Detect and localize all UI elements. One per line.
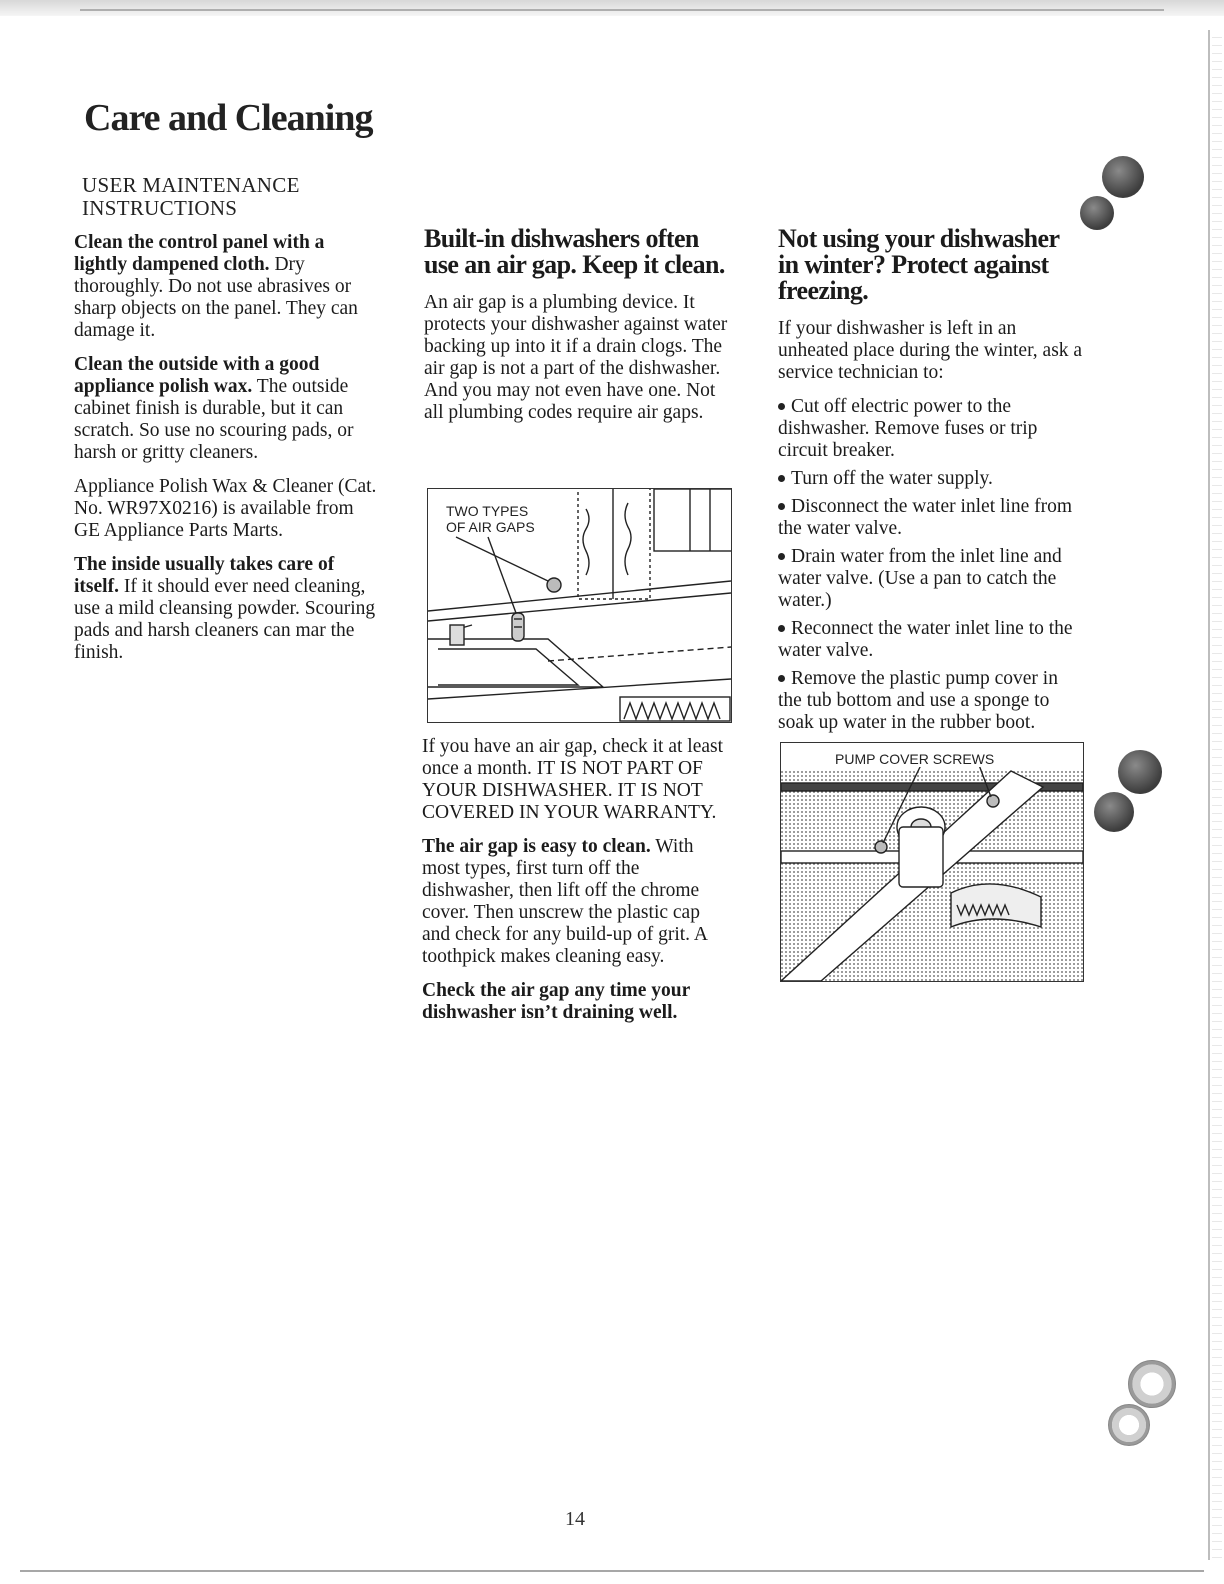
list-item: [778, 468, 1084, 490]
paragraph-lead: The inside usually takes care of itself.: [74, 554, 335, 597]
bullet-icon: [778, 553, 785, 560]
scan-edge-right-noise: [1212, 30, 1222, 1560]
punch-hole-icon: [1080, 196, 1114, 230]
bullet-icon: [778, 503, 785, 510]
paragraph-text: The outside cabinet finish is durable, but it can scratch. So use no scouring pads, or harsh or gritty cleaners.: [74, 376, 354, 463]
list-item: [778, 546, 1084, 612]
paragraph-text: With most types, first turn off the dishwasher, then lift off the chrome cover. Then unscrew the plastic cap and check for any build-up of grit. A toothpick makes cleaning easy.: [422, 836, 707, 967]
bullet-icon: [778, 625, 785, 632]
paragraph-winter-intro: If your dishwasher is left in an unheated place during the winter, ask a service technician to:: [778, 318, 1083, 383]
air-gap-illustration: [427, 488, 732, 723]
bullet-icon: [778, 675, 785, 682]
air-gap-heading: Built-in dishwashers often use an air gap. Keep it clean.: [424, 224, 725, 279]
paragraph-control-panel: [74, 232, 378, 342]
paragraph-easy-to-clean: [422, 836, 730, 968]
left-column: [74, 232, 378, 676]
list-item-text: Cut off electric power to the dishwasher. Remove fuses or trip circuit breaker.: [778, 396, 1038, 461]
section-heading: [82, 174, 382, 220]
middle-column-lower: [422, 736, 730, 1036]
paragraph-lead: Clean the control panel with a lightly dampened cloth.: [74, 232, 325, 275]
list-item-text: Disconnect the water inlet line from the water valve.: [778, 496, 1073, 539]
page-title: Care and Cleaning: [84, 97, 373, 139]
winter-steps-list: [778, 396, 1084, 734]
bullet-icon: [778, 475, 785, 482]
middle-column: [424, 226, 732, 436]
bullet-icon: [778, 403, 785, 410]
paragraph-outside: [74, 354, 378, 464]
list-item-text: Reconnect the water inlet line to the water valve.: [778, 618, 1073, 661]
list-item-text: Turn off the water supply.: [791, 468, 993, 489]
winter-heading: Not using your dishwasher in winter? Protect against freezing.: [778, 224, 1059, 305]
scan-edge-right: [1208, 30, 1210, 1560]
paragraph-check-draining: [422, 980, 730, 1024]
paragraph-text: Dry thoroughly. Do not use abrasives or sharp objects on the panel. They can damage it.: [74, 254, 358, 341]
page-number: 14: [565, 1508, 585, 1530]
paragraph-lead: Check the air gap any time your dishwasher isn’t draining well.: [422, 980, 690, 1023]
punch-hole-icon: [1108, 1404, 1150, 1446]
paragraph-air-gap-intro: An air gap is a plumbing device. It protects your dishwasher against water backing up into it if a drain clogs. The air gap is not a part of the dishwasher. And you may not even have one. Not all plumbing codes require air gaps.: [424, 292, 728, 423]
scan-edge-top: [0, 0, 1224, 16]
punch-hole-icon: [1094, 792, 1134, 832]
pump-cover-drawing: [781, 743, 1083, 981]
punch-hole-icon: [1128, 1360, 1176, 1408]
air-gap-figure-label: [446, 503, 535, 535]
list-item-text: Remove the plastic pump cover in the tub bottom and use a sponge to soak up water in the rubber boot.: [778, 668, 1058, 733]
list-item: [778, 496, 1084, 540]
list-item: [778, 396, 1084, 462]
figure-label-line-2: OF AIR GAPS: [446, 519, 535, 535]
paragraph-text: If it should ever need cleaning, use a mild cleansing powder. Scouring pads and harsh cleaners can mar the finish.: [74, 576, 376, 663]
paragraph-lead: The air gap is easy to clean.: [422, 836, 651, 857]
paragraph-inside: [74, 554, 378, 664]
punch-hole-icon: [1102, 156, 1144, 198]
scan-edge-bottom: [20, 1570, 1204, 1572]
pump-cover-figure-label: PUMP COVER SCREWS: [835, 751, 995, 767]
paragraph-polish-wax: Appliance Polish Wax & Cleaner (Cat. No. WR97X0216) is available from GE Appliance Parts Marts.: [74, 476, 377, 541]
list-item: [778, 618, 1084, 662]
figure-label-line-1: TWO TYPES: [446, 503, 529, 519]
pump-cover-illustration: [780, 742, 1084, 982]
list-item-text: Drain water from the inlet line and water valve. (Use a pan to catch the water.): [778, 546, 1062, 611]
right-column: [778, 226, 1084, 740]
paragraph-lead: Clean the outside with a good appliance polish wax.: [74, 354, 320, 397]
section-heading-line-1: USER MAINTENANCE: [82, 173, 300, 197]
list-item: [778, 668, 1084, 734]
paragraph-check-monthly: If you have an air gap, check it at least once a month. IT IS NOT PART OF YOUR DISHWASHER. IT IS NOT COVERED IN YOUR WARRANTY.: [422, 736, 724, 823]
punch-hole-icon: [1118, 750, 1162, 794]
section-heading-line-2: INSTRUCTIONS: [82, 196, 238, 220]
